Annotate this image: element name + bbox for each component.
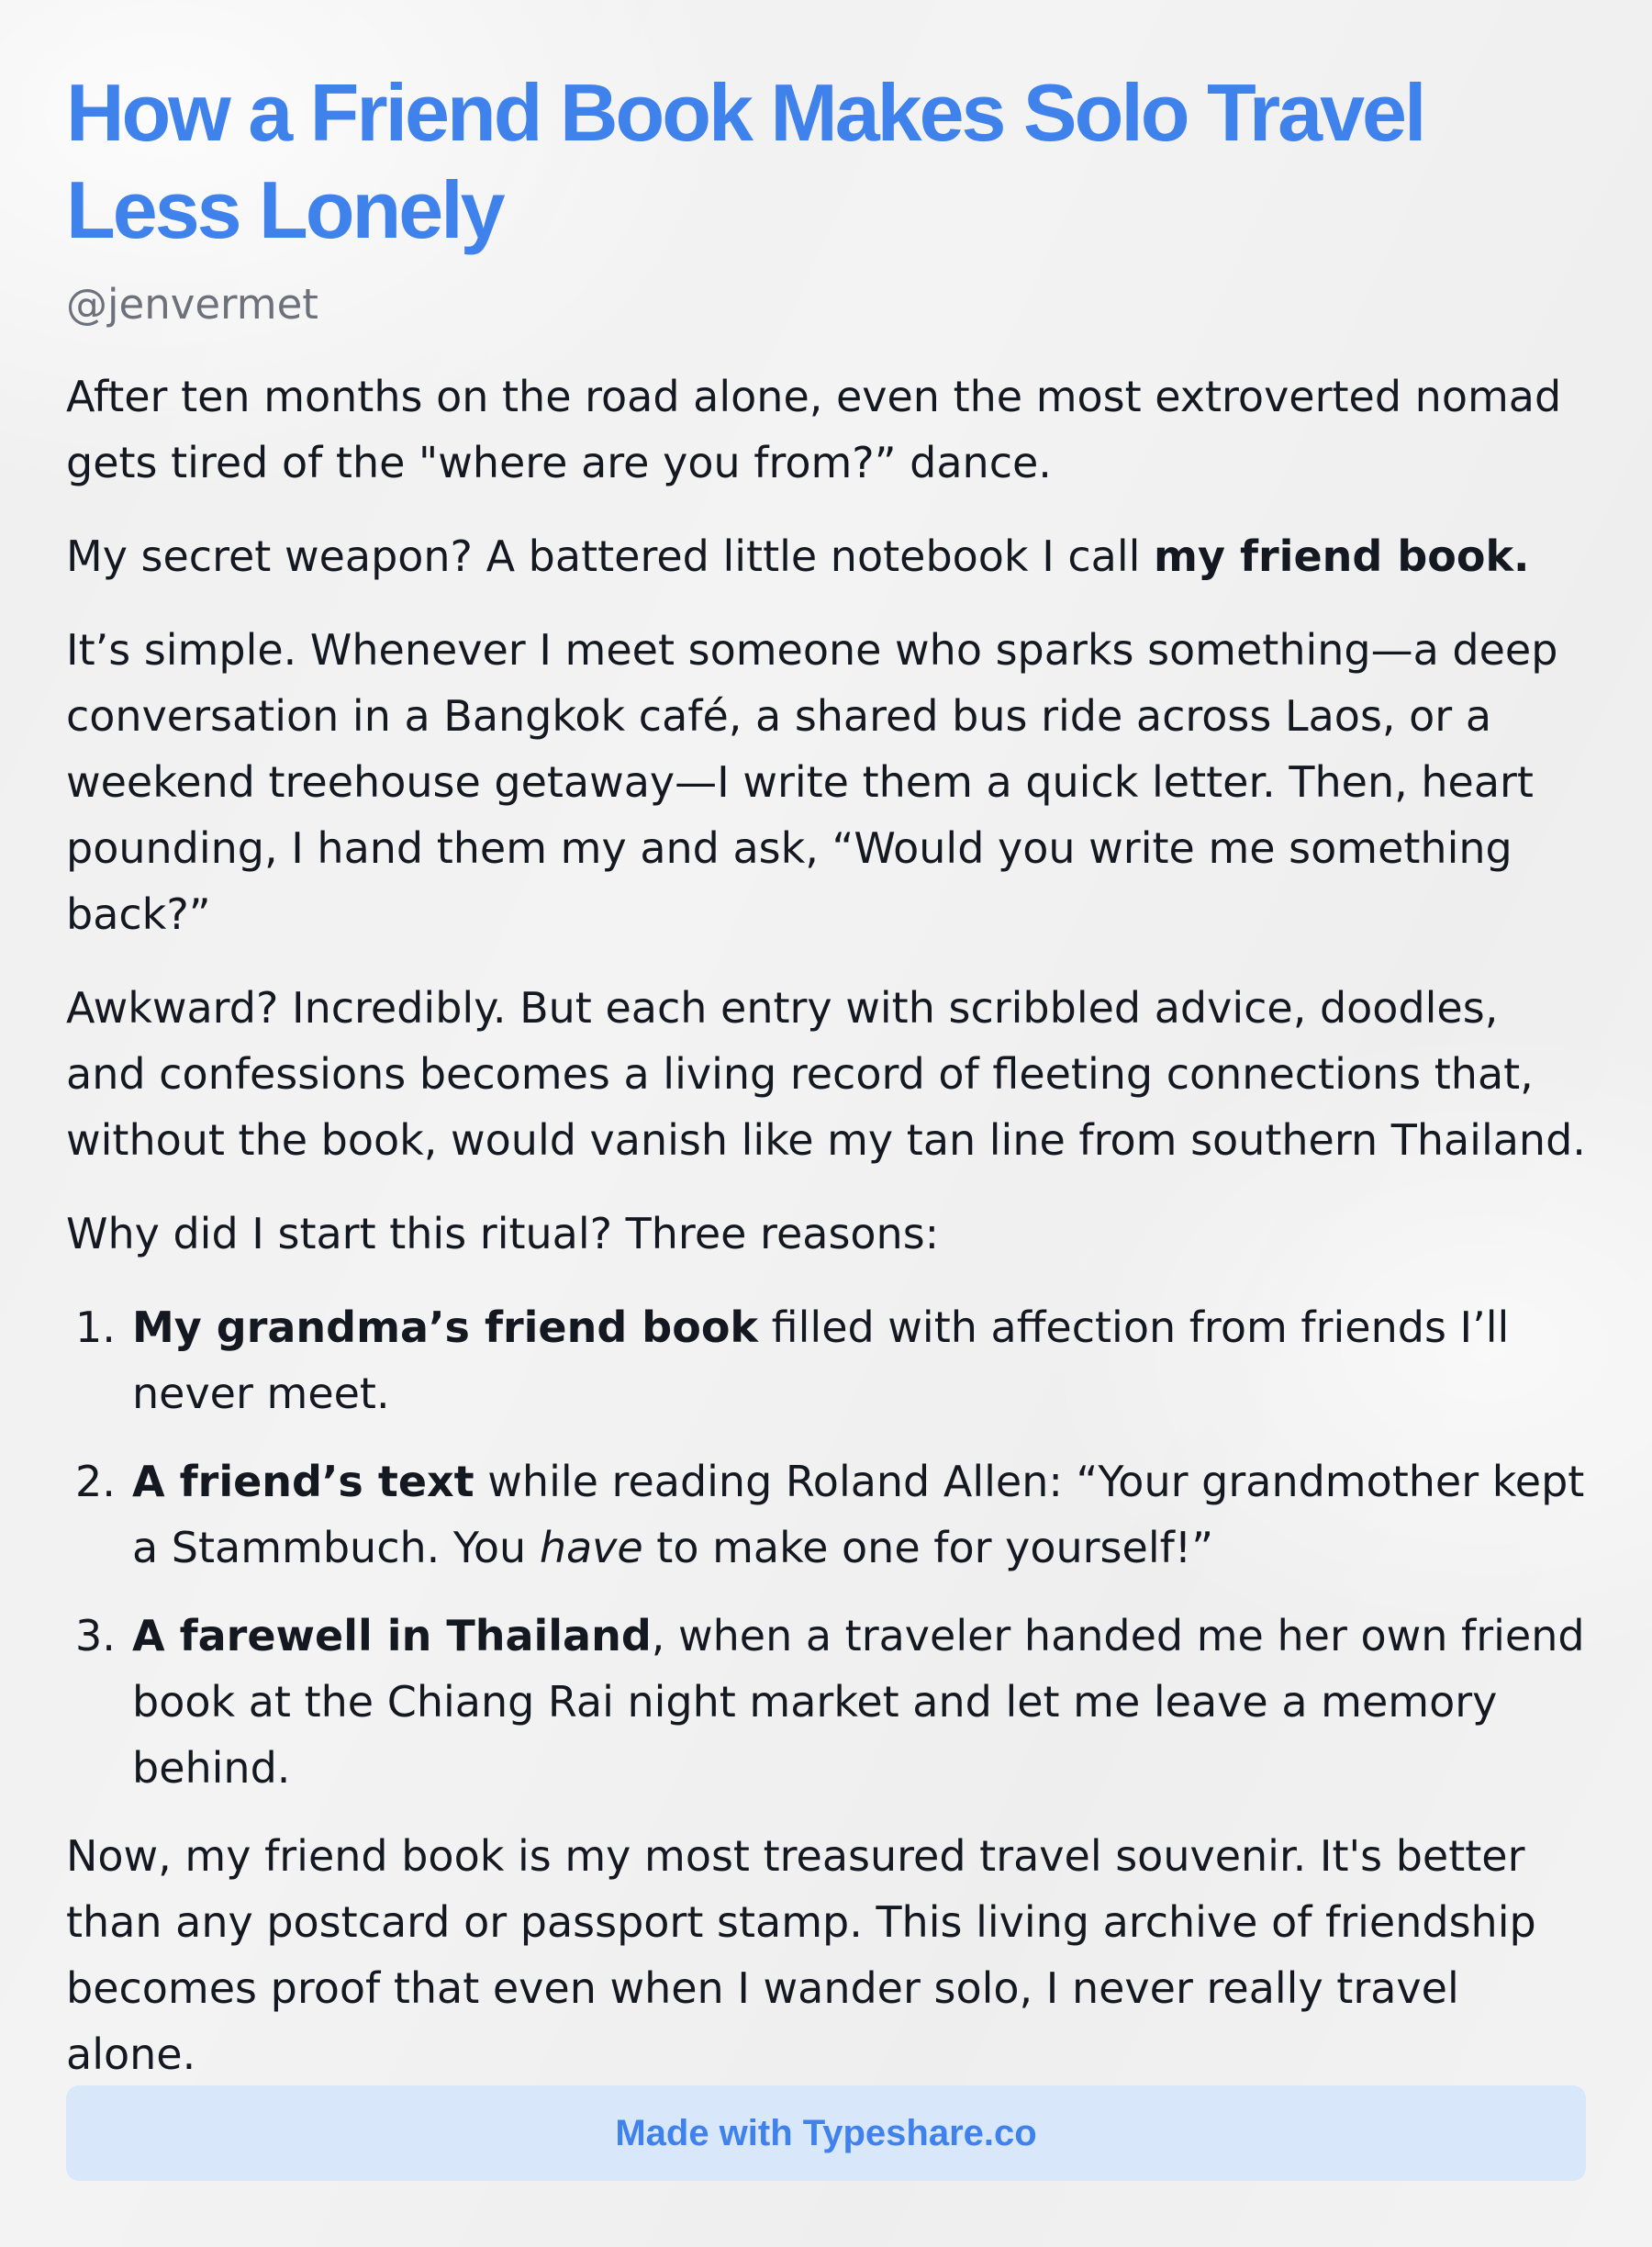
list-item xyxy=(66,1603,1586,1801)
paragraph-intro: After ten months on the road alone, even the most extroverted nomad gets tired of the "where are you from?” dance. xyxy=(66,372,1562,487)
list-item xyxy=(66,1448,1586,1581)
list-item-text: while reading Roland Allen: “Your grandmother kept a Stammbuch. You xyxy=(132,1457,1585,1572)
list-item-heading: A farewell in Thailand xyxy=(132,1611,652,1660)
list-item-number: 1. xyxy=(75,1302,116,1352)
list-item-text: filled with affection from friends I’ll never meet. xyxy=(132,1302,1510,1418)
paragraph-reasons-intro: Why did I start this ritual? Three reasons: xyxy=(66,1209,940,1258)
list-item-number: 2. xyxy=(75,1457,116,1506)
list-item-italic: have xyxy=(539,1523,643,1572)
paragraph-how-it-works: It’s simple. Whenever I meet someone who sparks something—a deep conversation in a Bangkok café, a shared bus ride across Laos, or a weekend treehouse getaway—I write them a quick letter. Then, heart pounding, I hand them my and ask, “Would you write me something back?” xyxy=(66,625,1558,939)
paragraph-conclusion: Now, my friend book is my most treasured travel souvenir. It's better than any postcard or passport stamp. This living archive of friendship becomes proof that even when I wander solo, I never really travel alone. xyxy=(66,1831,1536,2079)
paragraph-secret-weapon-text: My secret weapon? A battered little notebook I call xyxy=(66,531,1155,581)
list-item-text: , when a traveler handed me her own friend book at the Chiang Rai night market and let me leave a memory behind. xyxy=(132,1611,1585,1793)
paragraph-awkward: Awkward? Incredibly. But each entry with scribbled advice, doodles, and confessions becomes a living record of fleeting connections that, without the book, would vanish like my tan line from southern Thailand. xyxy=(66,983,1586,1165)
list-item-heading: A friend’s text xyxy=(132,1457,474,1506)
list-item-heading: My grandma’s friend book xyxy=(132,1302,759,1352)
reasons-list xyxy=(66,1294,1586,1801)
list-item xyxy=(66,1294,1586,1426)
list-item-text-end: to make one for yourself!” xyxy=(642,1523,1214,1572)
list-item-number: 3. xyxy=(75,1611,116,1660)
article xyxy=(66,64,1586,2087)
paragraph-secret-weapon xyxy=(66,523,1586,589)
footer-banner[interactable] xyxy=(66,2085,1586,2181)
footer-label[interactable]: Made with Typeshare.co xyxy=(615,2112,1037,2153)
paragraph-secret-weapon-emphasis: my friend book. xyxy=(1154,531,1530,581)
author-handle: @jenvermet xyxy=(66,280,318,329)
article-title: How a Friend Book Makes Solo Travel Less Lonely xyxy=(66,67,1424,255)
